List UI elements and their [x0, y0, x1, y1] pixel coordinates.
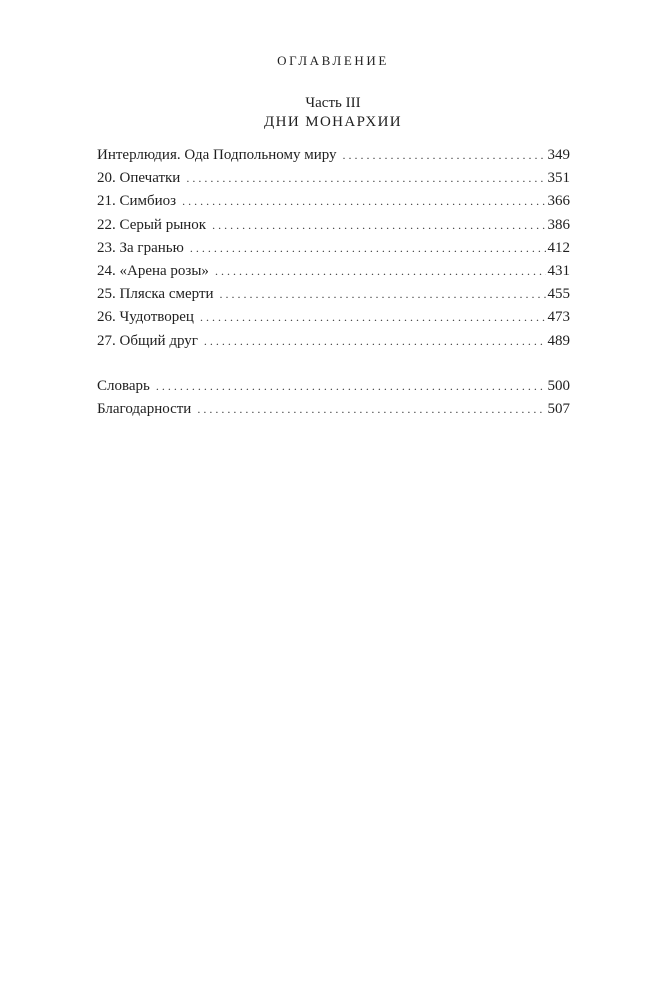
toc-heading: ОГЛАВЛЕНИЕ — [277, 53, 389, 68]
toc-entry-title: 25. Пляска смерти — [97, 286, 214, 303]
toc-entry-page: 349 — [547, 147, 570, 163]
toc-entry-page: 412 — [547, 239, 570, 256]
toc-entry-title: Интерлюдия. Ода Подпольному миру — [97, 147, 337, 163]
toc-entry-page: 431 — [547, 262, 570, 279]
toc-entry-title: 20. Опечатки — [97, 170, 181, 187]
toc-entry[interactable] — [97, 237, 570, 260]
toc-entry-page: 507 — [547, 400, 570, 417]
dot-leader — [190, 237, 546, 260]
toc-list — [97, 144, 570, 421]
toc-entry[interactable] — [97, 260, 570, 283]
dot-leader — [343, 144, 546, 167]
part-title: ДНИ МОНАРХИИ — [263, 114, 403, 130]
toc-entry-page: 500 — [547, 377, 570, 394]
toc-entry-title: 22. Серый рынок — [97, 216, 207, 233]
toc-entry-page: 455 — [547, 286, 570, 303]
toc-entry[interactable] — [97, 144, 570, 167]
toc-entry-title: 21. Симбиоз — [97, 193, 177, 210]
toc-entry-title: 26. Чудотворец — [97, 309, 194, 326]
toc-entry-glossary[interactable] — [97, 375, 570, 398]
toc-entry-title: 23. За гранью — [97, 239, 184, 256]
toc-entry-page: 351 — [547, 170, 570, 187]
toc-entry-acknowledgements[interactable] — [97, 398, 570, 421]
dot-leader — [186, 167, 545, 190]
toc-entry[interactable] — [97, 306, 570, 329]
dot-leader — [200, 306, 546, 329]
dot-leader — [220, 283, 546, 306]
toc-entry-title: Благодарности — [97, 400, 192, 417]
dot-leader — [204, 330, 546, 353]
dot-leader — [215, 260, 546, 283]
toc-entry[interactable] — [97, 283, 570, 306]
toc-entry[interactable] — [97, 167, 570, 190]
toc-entry[interactable] — [97, 190, 570, 213]
toc-entry[interactable] — [97, 330, 570, 353]
section-gap — [97, 353, 570, 375]
toc-entry-title: Словарь — [97, 377, 150, 394]
toc-entry-page: 473 — [547, 309, 570, 326]
dot-leader — [182, 190, 545, 213]
toc-entry-page: 386 — [547, 216, 570, 233]
dot-leader — [212, 214, 545, 237]
dot-leader — [156, 375, 546, 398]
toc-entry-title: 24. «Арена розы» — [97, 262, 209, 279]
toc-entry[interactable] — [97, 214, 570, 237]
dot-leader — [197, 398, 545, 421]
toc-entry-title: 27. Общий друг — [97, 332, 198, 349]
toc-entry-page: 366 — [547, 193, 570, 210]
toc-entry-page: 489 — [547, 332, 570, 349]
part-label: Часть III — [305, 95, 361, 111]
